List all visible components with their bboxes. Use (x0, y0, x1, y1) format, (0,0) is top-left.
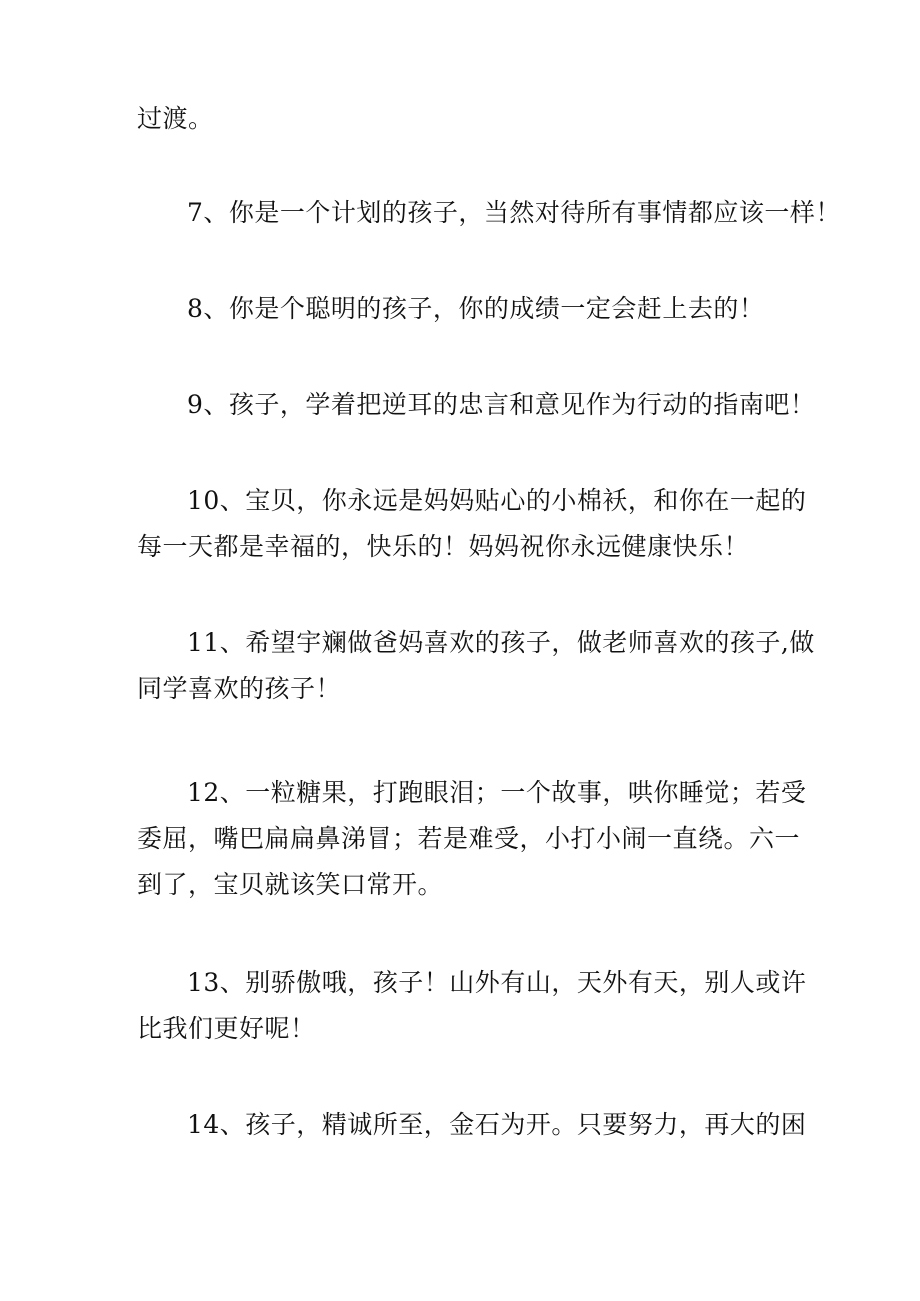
paragraph-continuation (137, 96, 797, 142)
text-line: 12、一粒糖果，打跑眼泪；一个故事，哄你睡觉；若受 (187, 778, 807, 807)
paragraph-14 (137, 1102, 807, 1148)
text-line: 7、你是一个计划的孩子，当然对待所有事情都应该一样！ (187, 198, 841, 227)
text-line: 过渡。 (137, 104, 214, 133)
text-line: 11、希望宇斓做爸妈喜欢的孩子，做老师喜欢的孩子,做 (187, 628, 815, 657)
paragraph-10 (137, 478, 807, 570)
text-line: 13、别骄傲哦，孩子！山外有山，天外有天，别人或许 (187, 968, 807, 997)
text-line: 委屈，嘴巴扁扁鼻涕冒；若是难受，小打小闹一直绕。六一 (137, 824, 801, 853)
paragraph-8 (137, 286, 797, 332)
text-line: 到了，宝贝就该笑口常开。 (137, 870, 444, 899)
paragraph-9 (137, 382, 816, 428)
text-line: 10、宝贝，你永远是妈妈贴心的小棉袄，和你在一起的 (187, 486, 807, 515)
text-line: 9、孩子，学着把逆耳的忠言和意见作为行动的指南吧！ (187, 390, 816, 419)
text-line: 同学喜欢的孩子！ (137, 674, 342, 703)
text-line: 每一天都是幸福的，快乐的！妈妈祝你永远健康快乐！ (137, 532, 750, 561)
text-line: 比我们更好呢！ (137, 1014, 316, 1043)
text-line: 8、你是个聪明的孩子，你的成绩一定会赶上去的！ (187, 294, 765, 323)
paragraph-11 (137, 620, 815, 712)
paragraph-12 (137, 770, 807, 908)
paragraph-13 (137, 960, 807, 1052)
text-line: 14、孩子，精诚所至，金石为开。只要努力，再大的困 (187, 1110, 807, 1139)
paragraph-7 (137, 190, 841, 236)
